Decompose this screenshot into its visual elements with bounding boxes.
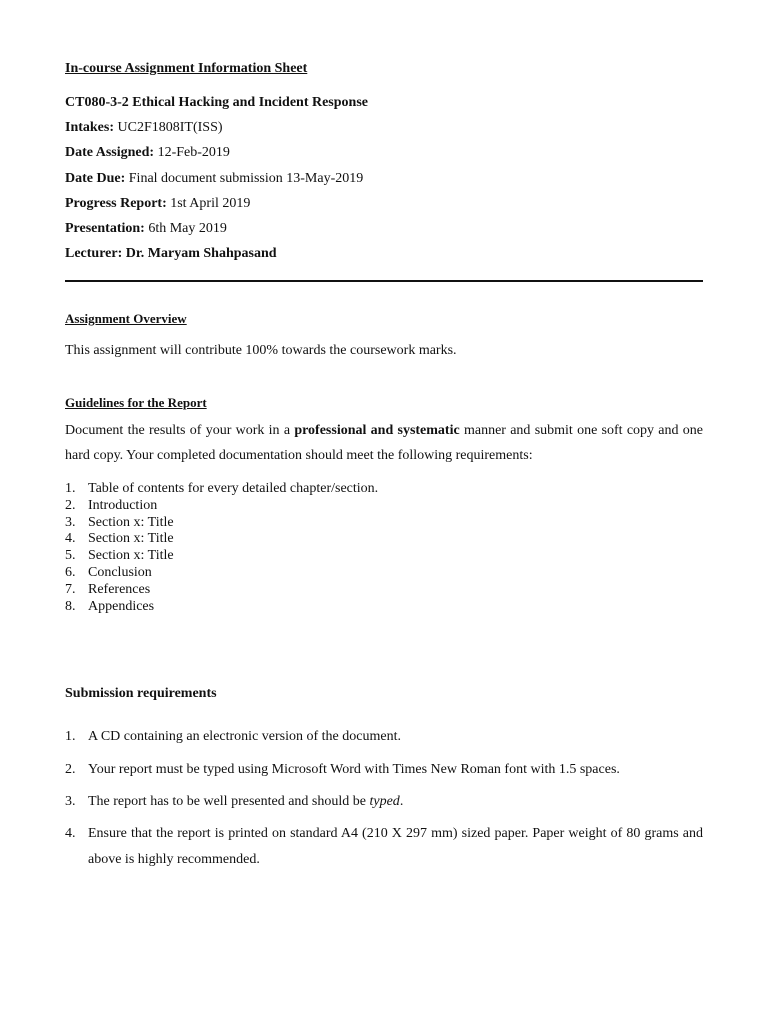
list-item-text: Section x: Title	[88, 514, 174, 530]
date-due-label: Date Due:	[65, 171, 126, 186]
list-item-number: 6.	[65, 564, 76, 580]
submission-heading: Submission requirements	[65, 686, 217, 701]
guidelines-text-bold: professional and systematic	[294, 423, 460, 438]
progress-report-row	[65, 196, 250, 212]
presentation-label: Presentation:	[65, 221, 145, 236]
lecturer-row	[65, 246, 277, 262]
submission-item-text	[88, 789, 703, 815]
guidelines-text-before: Document the results of your work in a	[65, 423, 291, 438]
date-assigned-value: 12-Feb-2019	[157, 145, 230, 160]
list-item	[65, 582, 565, 599]
horizontal-divider	[65, 280, 703, 282]
list-item-number: 4.	[65, 531, 76, 547]
list-item-number: 5.	[65, 548, 76, 564]
list-item-text: Introduction	[88, 497, 158, 513]
list-item-text: Appendices	[88, 598, 155, 614]
progress-report-value: 1st April 2019	[170, 196, 251, 211]
list-item-number: 3.	[65, 514, 76, 530]
date-due-row	[65, 171, 363, 187]
lecturer-value: Dr. Maryam Shahpasand	[125, 246, 277, 261]
submission-item-text-after: .	[399, 794, 404, 809]
lecturer-label: Lecturer:	[65, 246, 123, 261]
module-title: CT080-3-2 Ethical Hacking and Incident Response	[65, 95, 368, 110]
submission-item-number: 2.	[65, 762, 76, 777]
list-item-number: 8.	[65, 598, 76, 614]
submission-item-text-before: The report has to be well presented and should be	[88, 794, 366, 809]
list-item-text: Section x: Title	[88, 531, 174, 547]
submission-item-number: 3.	[65, 794, 76, 809]
list-item	[65, 599, 565, 616]
overview-heading: Assignment Overview	[65, 311, 187, 326]
sheet-title: In-course Assignment Information Sheet	[65, 61, 308, 76]
list-item	[65, 515, 565, 532]
submission-item-text-emphasis: typed	[369, 794, 400, 809]
submission-item-number: 1.	[65, 729, 76, 744]
list-item	[65, 498, 565, 515]
list-item	[65, 531, 565, 548]
presentation-row	[65, 221, 227, 237]
submission-item	[65, 724, 703, 750]
submission-item	[65, 821, 703, 873]
submission-item	[65, 789, 703, 815]
intakes-label: Intakes:	[65, 120, 115, 135]
submission-item-text: A CD containing an electronic version of the document.	[88, 729, 401, 744]
overview-text: This assignment will contribute 100% towards the coursework marks.	[65, 343, 457, 358]
list-item-text: Table of contents for every detailed chapter/section.	[88, 481, 379, 496]
guidelines-heading: Guidelines for the Report	[65, 395, 207, 410]
date-assigned-row	[65, 145, 230, 161]
list-item-number: 7.	[65, 581, 76, 597]
guidelines-text-after: manner and submit one soft copy and one hard copy. Your completed documentation should meet the following requirements:	[65, 423, 703, 463]
date-due-value: Final document submission 13-May-2019	[128, 171, 364, 186]
progress-report-label: Progress Report:	[65, 196, 167, 211]
intakes-row	[65, 120, 223, 136]
intakes-value: UC2F1808IT(ISS)	[117, 120, 223, 135]
presentation-value: 6th May 2019	[148, 221, 227, 236]
guidelines-paragraph	[65, 418, 703, 468]
submission-item-text: Your report must be typed using Microsoft Word with Times New Roman font with 1.5 spaces.	[88, 762, 620, 777]
submission-item-number: 4.	[65, 826, 76, 841]
list-item	[65, 548, 565, 565]
list-item-text: Section x: Title	[88, 548, 174, 564]
date-assigned-label: Date Assigned:	[65, 145, 155, 160]
report-structure-list	[65, 481, 565, 615]
submission-item	[65, 757, 703, 783]
list-item	[65, 481, 565, 498]
list-item-text: Conclusion	[88, 564, 152, 580]
list-item-number: 2.	[65, 497, 76, 513]
list-item-number: 1.	[65, 481, 76, 496]
submission-item-text: Ensure that the report is printed on standard A4 (210 X 297 mm) sized paper. Paper weight of 80 grams and above is highly recommended.	[88, 826, 703, 867]
list-item-text: References	[88, 581, 151, 597]
list-item	[65, 565, 565, 582]
